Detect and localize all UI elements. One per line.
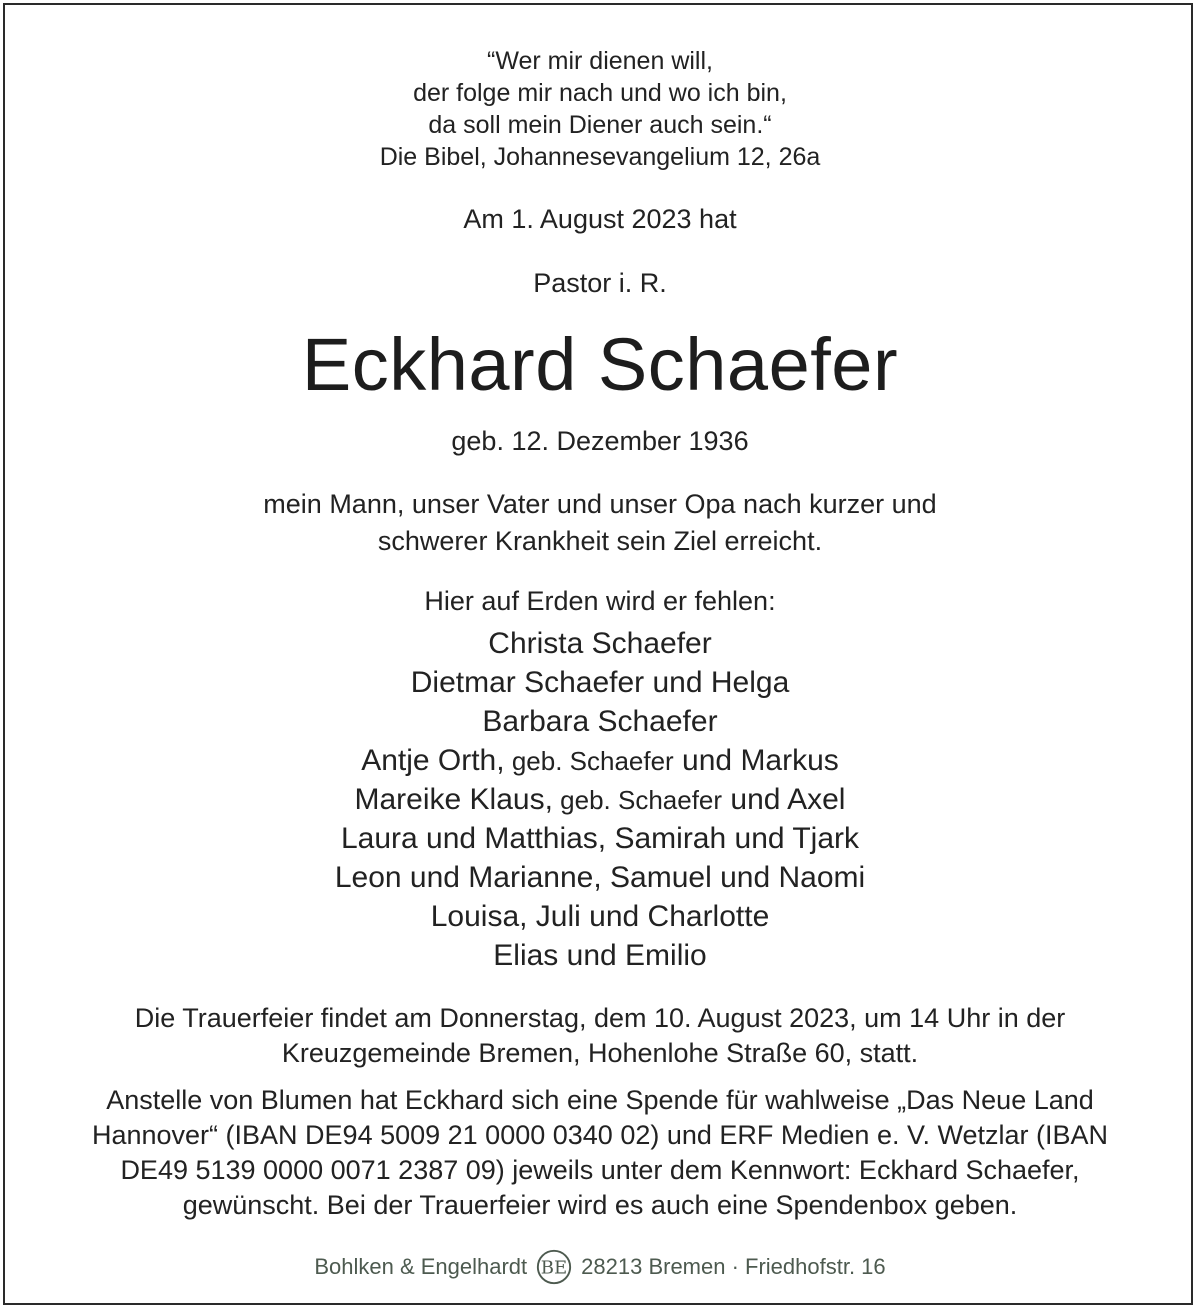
funeral-info-line-2: Kreuzgemeinde Bremen, Hohenlohe Straße 60, statt.: [281, 1038, 919, 1068]
birth-date: geb. 12. Dezember 1936: [451, 426, 749, 456]
statement-line-1: mein Mann, unser Vater und unser Opa nach kurzer und: [263, 489, 937, 519]
mourner-entry: [0, 663, 1200, 702]
donation-line-4: gewünscht. Bei der Trauerfeier wird es auch eine Spendenbox geben.: [182, 1190, 1018, 1220]
mourner-name: Christa Schaefer: [488, 627, 712, 660]
mourner-partner: und Markus: [673, 744, 839, 777]
quote-line-3: da soll mein Diener auch sein.“: [428, 111, 772, 139]
mourner-entry: [0, 936, 1200, 975]
quote-source: Die Bibel, Johannesevangelium 12, 26a: [379, 143, 821, 171]
mourners-heading: Hier auf Erden wird er fehlen:: [424, 586, 776, 616]
title-prefix: Pastor i. R.: [533, 268, 667, 298]
intro-text: Am 1. August 2023 hat: [463, 204, 737, 234]
mourner-entry: [0, 780, 1200, 820]
mourner-entry: [0, 741, 1200, 781]
mourner-maiden-name: geb. Schaefer: [504, 746, 674, 776]
funeral-home-address: 28213 Bremen · Friedhofstr. 16: [581, 1254, 886, 1279]
mourner-entry: [0, 858, 1200, 897]
donation-line-3: DE49 5139 0000 0071 2387 09) jeweils unter dem Kennwort: Eckhard Schaefer,: [120, 1155, 1080, 1185]
mourner-name: Dietmar Schaefer und Helga: [410, 666, 790, 699]
mourner-name: Antje Orth,: [361, 744, 505, 777]
mourner-entry: [0, 819, 1200, 858]
funeral-home-name: Bohlken & Engelhardt: [314, 1254, 528, 1279]
deceased-name: Eckhard Schaefer: [301, 323, 899, 406]
mourner-name: Elias und Emilio: [493, 939, 707, 972]
funeral-info-line-1: Die Trauerfeier findet am Donnerstag, dem 10. August 2023, um 14 Uhr in der: [134, 1003, 1066, 1033]
funeral-home-logo-icon: [535, 1248, 573, 1286]
mourner-name: Barbara Schaefer: [482, 705, 718, 738]
mourner-partner: und Axel: [722, 783, 846, 816]
donation-line-1: Anstelle von Blumen hat Eckhard sich eine Spende für wahlweise „Das Neue Land: [106, 1085, 1094, 1115]
logo-letters: BE: [540, 1257, 568, 1279]
donation-line-2: Hannover“ (IBAN DE94 5009 21 0000 0340 02) und ERF Medien e. V. Wetzlar (IBAN: [91, 1120, 1109, 1150]
statement-line-2: schwerer Krankheit sein Ziel erreicht.: [377, 526, 823, 556]
quote-line-1: “Wer mir dienen will,: [487, 47, 713, 75]
mourner-name: Leon und Marianne, Samuel und Naomi: [334, 861, 866, 894]
mourner-name: Laura und Matthias, Samirah und Tjark: [340, 822, 860, 855]
funeral-home-footer: [0, 1248, 1200, 1286]
mourner-maiden-name: geb. Schaefer: [552, 785, 723, 815]
mourner-entry: [0, 702, 1200, 741]
mourner-entry: [0, 624, 1200, 663]
mourner-entry: [0, 897, 1200, 936]
mourner-name: Louisa, Juli und Charlotte: [430, 900, 770, 933]
quote-line-2: der folge mir nach und wo ich bin,: [413, 79, 787, 107]
mourner-name: Mareike Klaus,: [354, 783, 553, 816]
